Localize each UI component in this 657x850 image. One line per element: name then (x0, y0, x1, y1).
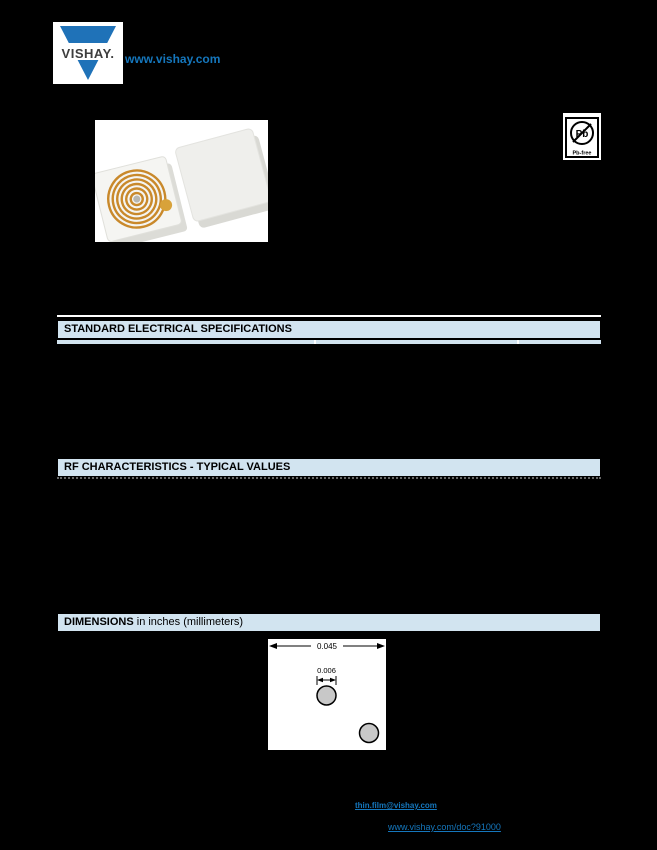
section-header-rf-characteristics (57, 458, 601, 477)
section-title: STANDARD ELECTRICAL SPECIFICATIONS (64, 323, 292, 335)
dimension-drawing (265, 636, 389, 758)
chip-outline-drawing (265, 636, 389, 753)
terminal-circle-center (317, 686, 336, 705)
section-header-dimensions (57, 613, 601, 632)
table-border-remnant (57, 477, 601, 479)
product-photo (95, 120, 268, 242)
pb-free-icon (563, 113, 601, 160)
section-title: RF CHARACTERISTICS - TYPICAL VALUES (64, 461, 291, 473)
pb-free-label: Pb-free (572, 150, 592, 157)
table-column-divider (517, 340, 519, 344)
vishay-logo-wordmark: VISHAY. (61, 46, 115, 61)
section-title-bold: DIMENSIONS (64, 616, 134, 628)
dimension-terminal-diameter-label: 0.006 (317, 666, 336, 675)
horizontal-rule (57, 315, 601, 317)
table-header-strip (57, 340, 601, 344)
pb-free-badge (563, 113, 601, 160)
pb-symbol-text: Pb (575, 129, 589, 140)
vishay-logo[interactable] (53, 22, 123, 84)
section-title-rest: in inches (millimeters) (133, 616, 244, 628)
disclaimer-link[interactable]: www.vishay.com/doc?91000 (388, 822, 501, 832)
contact-email-link[interactable]: thin.film@vishay.com (355, 801, 437, 810)
website-link[interactable]: www.vishay.com (125, 52, 221, 66)
section-header-electrical-specs (57, 320, 601, 339)
terminal-circle-corner (360, 724, 379, 743)
table-column-divider (314, 340, 316, 344)
dimension-overall-width-label: 0.045 (316, 642, 338, 651)
spiral-inductor-image (95, 120, 268, 242)
